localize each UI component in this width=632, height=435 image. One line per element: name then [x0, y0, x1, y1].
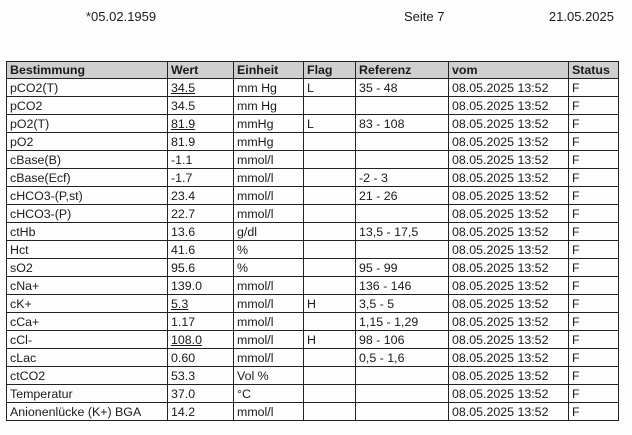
column-header-status: Status: [569, 62, 619, 79]
patient-birth-date: *05.02.1959: [86, 9, 157, 24]
cell-wert: 23.4: [168, 187, 234, 205]
cell-einheit: mmol/l: [234, 151, 304, 169]
cell-wert: 34.5: [168, 97, 234, 115]
cell-flag: H: [304, 295, 356, 313]
cell-wert: 81.9: [168, 115, 234, 133]
cell-flag: [304, 187, 356, 205]
cell-status: F: [569, 79, 619, 97]
cell-status: F: [569, 385, 619, 403]
table-row: [7, 115, 619, 133]
table-row: [7, 367, 619, 385]
lab-results-table: [6, 61, 619, 421]
table-row: [7, 259, 619, 277]
cell-bestimmung: cBase(Ecf): [7, 169, 168, 187]
cell-bestimmung: cK+: [7, 295, 168, 313]
cell-vom: 08.05.2025 13:52: [449, 187, 569, 205]
cell-flag: [304, 151, 356, 169]
cell-vom: 08.05.2025 13:52: [449, 79, 569, 97]
cell-referenz: [356, 97, 449, 115]
cell-flag: [304, 385, 356, 403]
cell-status: F: [569, 349, 619, 367]
cell-bestimmung: ctCO2: [7, 367, 168, 385]
cell-bestimmung: Hct: [7, 241, 168, 259]
cell-referenz: [356, 151, 449, 169]
cell-flag: [304, 97, 356, 115]
cell-vom: 08.05.2025 13:52: [449, 295, 569, 313]
cell-status: F: [569, 241, 619, 259]
cell-referenz: 1,15 - 1,29: [356, 313, 449, 331]
table-header-row: [7, 62, 619, 79]
table-row: [7, 331, 619, 349]
cell-bestimmung: pO2: [7, 133, 168, 151]
column-header-flag: Flag: [304, 62, 356, 79]
cell-vom: 08.05.2025 13:52: [449, 259, 569, 277]
cell-referenz: 95 - 99: [356, 259, 449, 277]
cell-einheit: mm Hg: [234, 97, 304, 115]
cell-wert: -1.7: [168, 169, 234, 187]
cell-vom: 08.05.2025 13:52: [449, 313, 569, 331]
cell-wert: 37.0: [168, 385, 234, 403]
cell-referenz: 13,5 - 17,5: [356, 223, 449, 241]
cell-referenz: [356, 205, 449, 223]
cell-referenz: 35 - 48: [356, 79, 449, 97]
cell-status: F: [569, 403, 619, 421]
table-row: [7, 313, 619, 331]
cell-einheit: %: [234, 259, 304, 277]
table-row: [7, 277, 619, 295]
cell-vom: 08.05.2025 13:52: [449, 367, 569, 385]
cell-wert: 0.60: [168, 349, 234, 367]
cell-einheit: mm Hg: [234, 79, 304, 97]
table-row: [7, 97, 619, 115]
cell-wert: 14.2: [168, 403, 234, 421]
cell-flag: [304, 277, 356, 295]
cell-vom: 08.05.2025 13:52: [449, 331, 569, 349]
cell-bestimmung: cHCO3-(P): [7, 205, 168, 223]
cell-einheit: g/dl: [234, 223, 304, 241]
cell-einheit: mmol/l: [234, 277, 304, 295]
table-row: [7, 403, 619, 421]
cell-flag: L: [304, 79, 356, 97]
column-header-referenz: Referenz: [356, 62, 449, 79]
cell-status: F: [569, 313, 619, 331]
cell-status: F: [569, 187, 619, 205]
table-row: [7, 79, 619, 97]
cell-einheit: mmHg: [234, 115, 304, 133]
table-row: [7, 385, 619, 403]
cell-einheit: %: [234, 241, 304, 259]
cell-referenz: -2 - 3: [356, 169, 449, 187]
table-row: [7, 169, 619, 187]
table-row: [7, 349, 619, 367]
table-row: [7, 151, 619, 169]
cell-status: F: [569, 115, 619, 133]
table-row: [7, 205, 619, 223]
cell-vom: 08.05.2025 13:52: [449, 151, 569, 169]
cell-flag: [304, 367, 356, 385]
cell-wert: 81.9: [168, 133, 234, 151]
cell-bestimmung: Temperatur: [7, 385, 168, 403]
cell-vom: 08.05.2025 13:52: [449, 241, 569, 259]
cell-wert: 34.5: [168, 79, 234, 97]
column-header-wert: Wert: [168, 62, 234, 79]
cell-bestimmung: sO2: [7, 259, 168, 277]
table-row: [7, 187, 619, 205]
cell-bestimmung: cCl-: [7, 331, 168, 349]
cell-vom: 08.05.2025 13:52: [449, 223, 569, 241]
table-row: [7, 241, 619, 259]
cell-flag: [304, 403, 356, 421]
cell-referenz: [356, 367, 449, 385]
cell-flag: [304, 169, 356, 187]
cell-vom: 08.05.2025 13:52: [449, 133, 569, 151]
cell-einheit: mmHg: [234, 133, 304, 151]
cell-status: F: [569, 277, 619, 295]
cell-status: F: [569, 367, 619, 385]
cell-einheit: mmol/l: [234, 403, 304, 421]
cell-vom: 08.05.2025 13:52: [449, 403, 569, 421]
cell-status: F: [569, 331, 619, 349]
cell-wert: 41.6: [168, 241, 234, 259]
table-row: [7, 133, 619, 151]
cell-flag: L: [304, 115, 356, 133]
cell-einheit: mmol/l: [234, 313, 304, 331]
cell-bestimmung: cCa+: [7, 313, 168, 331]
cell-einheit: mmol/l: [234, 331, 304, 349]
cell-wert: 53.3: [168, 367, 234, 385]
cell-status: F: [569, 223, 619, 241]
cell-wert: -1.1: [168, 151, 234, 169]
cell-flag: [304, 259, 356, 277]
table-row: [7, 223, 619, 241]
cell-referenz: 0,5 - 1,6: [356, 349, 449, 367]
cell-wert: 22.7: [168, 205, 234, 223]
cell-flag: [304, 313, 356, 331]
column-header-bestimmung: Bestimmung: [7, 62, 168, 79]
cell-einheit: mmol/l: [234, 187, 304, 205]
cell-bestimmung: pO2(T): [7, 115, 168, 133]
cell-flag: [304, 133, 356, 151]
cell-referenz: [356, 133, 449, 151]
cell-vom: 08.05.2025 13:52: [449, 115, 569, 133]
cell-vom: 08.05.2025 13:52: [449, 349, 569, 367]
cell-vom: 08.05.2025 13:52: [449, 385, 569, 403]
cell-einheit: mmol/l: [234, 295, 304, 313]
cell-bestimmung: cNa+: [7, 277, 168, 295]
cell-referenz: 136 - 146: [356, 277, 449, 295]
cell-referenz: [356, 403, 449, 421]
page-number: Seite 7: [404, 9, 445, 24]
column-header-vom: vom: [449, 62, 569, 79]
cell-referenz: [356, 385, 449, 403]
cell-vom: 08.05.2025 13:52: [449, 169, 569, 187]
cell-referenz: [356, 241, 449, 259]
cell-bestimmung: pCO2(T): [7, 79, 168, 97]
column-header-einheit: Einheit: [234, 62, 304, 79]
cell-status: F: [569, 169, 619, 187]
cell-bestimmung: cHCO3-(P,st): [7, 187, 168, 205]
cell-referenz: 98 - 106: [356, 331, 449, 349]
cell-wert: 13.6: [168, 223, 234, 241]
cell-einheit: mmol/l: [234, 205, 304, 223]
cell-einheit: Vol %: [234, 367, 304, 385]
cell-bestimmung: ctHb: [7, 223, 168, 241]
cell-vom: 08.05.2025 13:52: [449, 97, 569, 115]
cell-einheit: °C: [234, 385, 304, 403]
cell-wert: 5.3: [168, 295, 234, 313]
cell-flag: H: [304, 331, 356, 349]
cell-flag: [304, 241, 356, 259]
cell-bestimmung: pCO2: [7, 97, 168, 115]
cell-bestimmung: cLac: [7, 349, 168, 367]
cell-status: F: [569, 295, 619, 313]
table-row: [7, 295, 619, 313]
cell-wert: 1.17: [168, 313, 234, 331]
cell-status: F: [569, 97, 619, 115]
cell-status: F: [569, 205, 619, 223]
cell-referenz: 3,5 - 5: [356, 295, 449, 313]
cell-referenz: 21 - 26: [356, 187, 449, 205]
cell-bestimmung: cBase(B): [7, 151, 168, 169]
cell-status: F: [569, 151, 619, 169]
cell-wert: 108.0: [168, 331, 234, 349]
cell-status: F: [569, 259, 619, 277]
cell-flag: [304, 349, 356, 367]
cell-wert: 139.0: [168, 277, 234, 295]
cell-flag: [304, 223, 356, 241]
cell-bestimmung: Anionenlücke (K+) BGA: [7, 403, 168, 421]
cell-wert: 95.6: [168, 259, 234, 277]
cell-flag: [304, 205, 356, 223]
report-date: 21.05.2025: [548, 9, 614, 24]
cell-referenz: 83 - 108: [356, 115, 449, 133]
cell-einheit: mmol/l: [234, 349, 304, 367]
cell-vom: 08.05.2025 13:52: [449, 205, 569, 223]
cell-einheit: mmol/l: [234, 169, 304, 187]
cell-status: F: [569, 133, 619, 151]
cell-vom: 08.05.2025 13:52: [449, 277, 569, 295]
